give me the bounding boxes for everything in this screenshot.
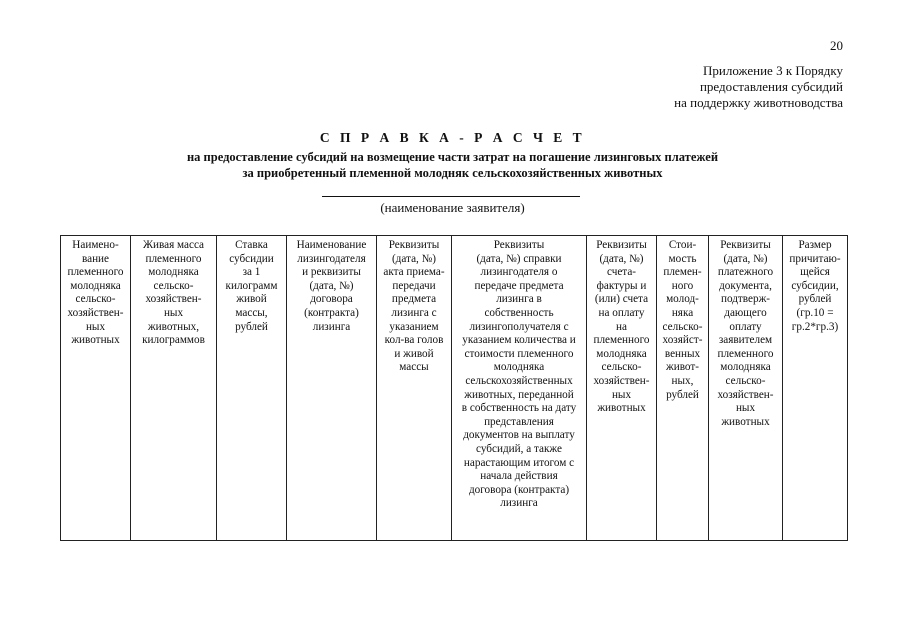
header-cell-line: племенного: [67, 266, 124, 279]
subtitle-line: на предоставление субсидий на возмещение части затрат на погашение лизинговых платежей: [186, 150, 719, 164]
header-cell-line: акта приема-: [383, 266, 445, 279]
header-cell-line: сельско-: [601, 361, 642, 374]
header-cell-line: ных: [611, 388, 632, 401]
header-cell-line: фактуры и: [596, 279, 647, 292]
header-cell-line: венных: [664, 347, 701, 360]
header-cell-invoice: [587, 236, 657, 541]
header-cell-line: массы: [399, 361, 429, 374]
appendix-line: Приложение 3 к Порядку: [703, 63, 843, 78]
header-cell-line: документов на выплату: [463, 429, 575, 442]
header-cell-line: за 1: [242, 266, 261, 279]
header-cell-line: лизинга с: [391, 306, 437, 319]
header-cell-lessor-certificate: [452, 236, 587, 541]
header-cell-line: сельско-: [75, 293, 116, 306]
header-cell-line: молодняка: [493, 361, 545, 374]
header-cell-line: килограммов: [142, 334, 205, 347]
header-cell-line: племенного: [145, 252, 202, 265]
header-cell-line: хозяйст-: [662, 334, 703, 347]
header-cell-line: оплату: [729, 320, 762, 333]
header-cell-line: субсидии,: [791, 279, 839, 292]
header-cell-line: (дата, №): [391, 252, 437, 265]
header-cell-line: (дата, №): [723, 252, 768, 265]
header-cell-line: стоимости племенного: [464, 347, 574, 360]
header-cell-line: племен-: [663, 266, 702, 279]
header-cell-line: договора: [310, 293, 353, 306]
header-cell-line: рублей: [798, 293, 832, 306]
header-cell-line: животных, переданной: [464, 388, 574, 401]
header-cell-payment-document: [709, 236, 783, 541]
header-cell-acceptance-act: [377, 236, 452, 541]
header-cell-subsidy-amount: [783, 236, 848, 541]
header-cell-line: сельско-: [662, 320, 703, 333]
header-cell-line: нарастающим итогом с: [463, 456, 575, 469]
appendix-line: на поддержку животноводства: [674, 95, 843, 110]
header-cell-line: молодняка: [596, 347, 647, 360]
header-cell-line: хозяйствен-: [145, 293, 202, 306]
header-cell-line: ного: [671, 279, 694, 292]
header-cell-line: кол-ва голов: [384, 334, 444, 347]
header-cell-line: молодняка: [70, 279, 121, 292]
subtitle-line: за приобретенный племенной молодняк сельскохозяйственных животных: [242, 166, 663, 180]
appendix-note: [674, 63, 843, 111]
header-cell-line: племенного: [593, 334, 650, 347]
header-cell-line: ных,: [671, 374, 694, 387]
header-cell-line: молод-: [666, 293, 699, 306]
header-cell-line: на оплату: [598, 306, 645, 319]
header-cell-line: лизингодателя: [297, 252, 366, 265]
header-cell-line: сельско-: [725, 374, 766, 387]
header-cell-line: хозяйствен-: [717, 388, 774, 401]
header-cell-line: Наименование: [296, 239, 367, 251]
applicant-caption: (наименование заявителя): [380, 200, 525, 215]
header-cell-line: и реквизиты: [302, 266, 361, 279]
header-cell-line: счета-: [606, 266, 637, 279]
header-cell-line: представления: [484, 415, 554, 428]
header-cell-line: лизинга: [500, 497, 538, 510]
header-cell-line: лизинга в: [496, 293, 542, 306]
header-cell-line: (гр.10 =: [796, 306, 834, 319]
header-cell-animal-name: [61, 236, 131, 541]
document-subtitle: [0, 149, 905, 181]
header-cell-live-weight: [131, 236, 217, 541]
header-cell-line: указанием количества и: [462, 334, 576, 347]
header-cell-line: Реквизиты: [493, 239, 545, 251]
header-cell-line: Стои-: [668, 239, 697, 251]
header-cell-line: сельскохозяйственных: [465, 374, 573, 387]
header-cell-line: хозяйствен-: [593, 374, 650, 387]
header-cell-line: животных: [721, 415, 770, 428]
header-cell-line: Размер: [798, 239, 832, 251]
header-cell-line: (или) счета: [594, 293, 649, 306]
header-cell-line: животных: [71, 334, 120, 347]
header-cell-line: животных: [597, 402, 646, 415]
calculation-table: [60, 235, 848, 541]
table-header-row: [61, 236, 848, 541]
header-cell-line: рублей: [235, 320, 268, 333]
header-cell-line: лизингодателя о: [480, 266, 558, 279]
header-cell-line: начала действия: [480, 470, 558, 483]
header-cell-line: и живой: [394, 347, 434, 360]
header-cell-line: ных: [735, 402, 756, 415]
header-cell-line: Наимено-: [72, 239, 119, 251]
header-cell-line: (дата, №) справки: [476, 252, 562, 265]
header-cell-line: ных: [85, 320, 106, 333]
header-cell-line: щейся: [800, 266, 830, 279]
header-cell-line: собственность: [484, 306, 554, 319]
header-cell-line: лизингополучателя с: [469, 320, 569, 333]
header-cell-line: Живая масса: [142, 239, 205, 251]
header-cell-line: молодняка: [148, 266, 199, 279]
appendix-line: предоставления субсидий: [699, 79, 843, 94]
header-cell-line: няка: [671, 306, 694, 319]
header-cell-line: живот-: [666, 361, 699, 374]
header-cell-line: документа,: [719, 279, 772, 292]
header-cell-line: в собственность на дату: [461, 402, 577, 415]
header-cell-line: гр.2*гр.3): [791, 320, 839, 333]
header-cell-subsidy-rate: [217, 236, 287, 541]
header-cell-line: передаче предмета: [474, 279, 564, 292]
header-cell-line: передачи: [392, 279, 436, 292]
header-cell-line: подтверж-: [720, 293, 771, 306]
applicant-name-line: [322, 196, 580, 197]
header-cell-line: Ставка: [235, 239, 268, 251]
header-cell-line: ных: [163, 306, 184, 319]
header-cell-line: Реквизиты: [596, 239, 647, 251]
header-cell-line: (дата, №): [599, 252, 644, 265]
header-cell-line: килограмм: [225, 279, 278, 292]
header-cell-line: Реквизиты: [720, 239, 771, 251]
header-cell-line: указанием: [389, 320, 439, 333]
document-title: С П Р А В К А - Р А С Ч Е Т: [319, 130, 586, 145]
header-cell-line: заявителем: [718, 334, 773, 347]
header-cell-line: животных,: [147, 320, 200, 333]
header-cell-line: субсидии: [229, 252, 274, 265]
header-cell-lessor-contract: [287, 236, 377, 541]
header-cell-line: дающего: [724, 306, 767, 319]
header-cell-line: (дата, №): [309, 279, 354, 292]
header-cell-line: сельско-: [153, 279, 194, 292]
header-cell-line: молодняка: [720, 361, 771, 374]
header-cell-line: лизинга: [312, 320, 351, 333]
header-cell-line: хозяйствен-: [67, 306, 124, 319]
header-cell-line: субсидий, а также: [476, 442, 562, 455]
page-number: 20: [830, 38, 843, 53]
header-cell-line: племенного: [717, 347, 774, 360]
header-cell-line: живой: [236, 293, 267, 306]
header-cell-line: вание: [81, 252, 110, 265]
header-cell-line: рублей: [666, 388, 699, 401]
header-cell-line: на: [616, 320, 627, 333]
header-cell-line: Реквизиты: [388, 239, 440, 251]
header-cell-cost: [657, 236, 709, 541]
header-cell-line: мость: [668, 252, 697, 265]
header-cell-line: предмета: [391, 293, 437, 306]
header-cell-line: договора (контракта): [468, 483, 570, 496]
header-cell-line: массы,: [235, 306, 268, 319]
header-cell-line: причитаю-: [789, 252, 841, 265]
header-cell-line: (контракта): [304, 306, 359, 319]
header-cell-line: платежного: [717, 266, 774, 279]
